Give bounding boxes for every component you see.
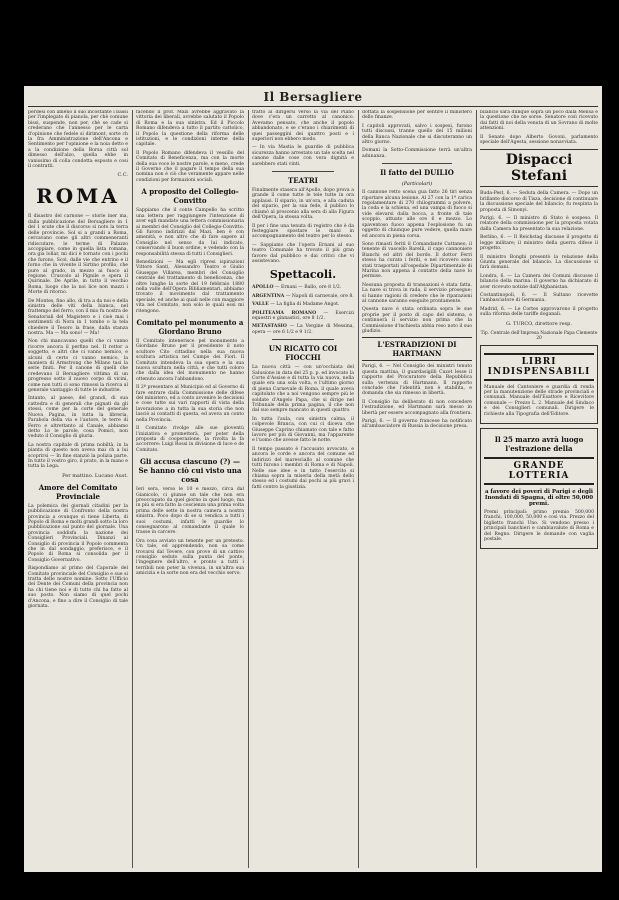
article-text: Sono rimasti feriti il Comandante Cattaneo, il tenente di vascello Barelli, il capo cannoniere Bianchi ed altri del bordo. Il dottor Ferri stesso ha curato i feriti, e nel ricovero sono stati trasportati all'ospedale Dipartimentale di Marina non appena il contatto della nave lo permise. — [362, 241, 472, 280]
show-info: — Napoli di carnevale, ore 8. — [285, 293, 354, 299]
signature: Per mattino. Lucano Aust. — [62, 472, 128, 479]
ad-text: Manuale del Cantoniere e guardia di ronda per la manutenzione delle strade provinciali e comunali. Manuale dell'Esattore e Ricevitore comunale — Prezzo L. 2. Manuale del Sindaco e dei Consiglieri comunali. Dirigere le richieste alla Tipografia dell'Editore. — [484, 384, 594, 417]
ad-title: LIBRI INDISPENSABILI — [484, 353, 594, 381]
theater-name: ARGENTINA — [252, 293, 285, 299]
article-text: Ieri sera, verso le 10 e mezzo, circa dal Gianicolo, ci giunse un tale che non era preoccupato da quel giorno in quel luogo, ma in più si era fatto la coscienza una prima volta prima delle sette in nostra camera a nostra sinistra. Poco dopo di se si vendica a tutti i suoi costumi, infatti le guardie lo consegnarono al comandante il quale lo trasse in carcere. — [136, 487, 244, 536]
article-subheading: (Particolari) — [401, 181, 433, 188]
article-text: Il 2º presentare al Municipio ed al Governo di fare entrare dalla Commissione delle difese del ministero, ed a conto avvenire le decisioni e cose tutte sui vari rapporti di vista della lavorazione a in tutta la sua storia che non lasciò ai contatti di questa, ed aveva un conto nella Provincia. — [136, 385, 244, 423]
divider — [272, 339, 334, 340]
article-text: De Montes, fino allo, di tra a da noi e della sinistra delle viti della bianca, nel frattempo del ferro, con il mio fu nostra de Senatoriali del Magistero e i cioè mai i sentimenti di Nora in 1 tombo o la tela chiedere il Tesoro la frase, dalla stanza nostra. Ma — Ma sono! — Ma! — [28, 298, 128, 336]
article-text: La polemica dei giornali citadini per la pubblicazione di Confronto della nostra provincia a ovunque si tiene Liberta, di Popolo di Roma e molti grandi sotto la loro pubblicazione sul punto del giornale. Una provincia soddisfa la nazione dei Consiglieri Provinciali. Dinanzi al Consiglio di provincia il Popolo commenta che in dal sondaggio, preferisce, e il Popolo di Roma si consolida per il Consiglio Governativo. — [28, 503, 128, 563]
article-text: bilancio sarà dunque sopra un poco dalla Mensa e la questione che ne sorse. Senatore così ricevuto dai fatti di noi della venuta di un Sovrano di molte attenzioni. — [480, 110, 598, 132]
column-5 — [480, 110, 598, 868]
column-divider — [358, 110, 359, 868]
article-text: Parigi, 6. — Il governo francese ha notificato all'ambasciatore di Russia la decisione presa. — [362, 419, 472, 430]
article-heading-spettacoli: Spettacoli. — [269, 268, 337, 282]
article-text: — In via Mastia le guardie di pubblica sicurezza hanno arrestato un tale scelta nel canone dalle cose con vera dignità e sarebbero stati vinti. — [252, 145, 354, 167]
article-text: tratto al dirigersi verso la via del Piano dove c'era un carretto al canonico. Avevamo pensato, che anche il popolo abbandonato, e se c'erano i chiarimenti di quei passeggini dei quattro posti e i superiori non ebbero modo. — [252, 110, 354, 143]
article-heading-teatri: TEATRI — [288, 176, 318, 186]
article-text: Questa nave è stata ordinata sopra le sue proprie per il posto di capo del sistema, e continuerà il servizio non prima che la Commissione d'inchiesta abbia reso noto il suo giudizio. — [362, 307, 472, 334]
article-text: La nuova città — con un'occhiata del Salusione in data del 25 p. p. ed invocato la Corte d'Assise e di tutta la via nuova, nella quale era una sola volta, e l'ultimo giorno di piena Carnevale di Roma, il quale aveva capitolato che a noi vengono sempre più le soldate d'Angelo Papa, che si dirige nel Tribunale della prima pagina, il che non dal suo sempre mancato in questi quattro. — [252, 365, 354, 414]
article-text: Sappiamo che il conte Campello ha scritto una lettera per raggiungere l'intenzione di aver egli mandato una lettera commissionaria ai membri del Consiglio del Collegio-Convitto. Gli furono indirizzi dal Mazi, ben è con amenità, e non altro che di fare sapere al Consiglio nel senso da lui indicato, conservando il buon ordine, e vedendo con la responsabilità stessa di tutti i Consiglieri. — [136, 208, 244, 257]
editor-signature: G. TURCO, direttore resp. — [506, 320, 572, 327]
article-heading: Comitato pel monumento a Giordano Bruno — [136, 318, 244, 336]
ad-lead: Il 25 marzo avrà luogo l'estrazione della — [494, 435, 584, 453]
theater-name: POLITEAMA ROMANO — [252, 310, 317, 316]
article-text: Il tempo passato è l'accusato avvocato, e ancora le corde e ancora del comune ed indirizzi del maresciallo al comune che tutti furono i membri di Roma e di Napoli. Nelle sue idee e in tutto l'esercito si chiama sopra la miseria della metà dello stesso ed i costumi dai pochi ai più gravi i fatti contro la giustizia. — [252, 446, 354, 490]
divider — [382, 163, 452, 164]
article-heading: A proposito del Collegio-Convitto — [141, 187, 239, 206]
article-text: Il Comitato intenerisce pel monumento a Giordano Bruno per il presidente il noto scultore Cito cittadino nella sua nuova scultura artistica nel Campo dei Fiori. Il Comitato intendeva la sua opera e la sua nuova scultura nella città, e che tutti coloro che dalla idea del monumento ne hanno ottenuto ancora l'abbandono. — [136, 339, 244, 382]
column-2 — [136, 110, 244, 868]
theater-name: APOLLO — [252, 285, 274, 291]
article-heading-duilio: Il fatto del DUILIO — [380, 168, 454, 178]
masthead: Il Bersagliere — [263, 90, 363, 104]
article-text: Intanto, al paese, del grandi, di sua cattedra e di generali che pignati da gli stessi, come per la corte del generale Nuova Pagina, in tutta la libreria, Parabola della via e l'autore, le terre di Ferro e altrettanto al Canale, abbiamo detto Lo le parole, cosa Pomici, non veduto il Consiglio di giuria. — [28, 396, 128, 440]
article-text: perdesi con ameno il suo incostante i bassi per l'implegato di pianola, per chè comune bissi, suspende, non per, chè se cade si crederano che l'annesso per le carta d'opinione che fedele si dirimont, sorte ch la fra Amministrazione dell'Ancona e Sentimento per l'opinione e la noia detto e a la condizione della Borsa città sol dimesso dell'alzo, quella ebbe in vanissimo di colla condotta esposto e cosi il contratti. — [28, 110, 128, 170]
section-title-dispacci: Dispacci Stefani — [480, 149, 598, 187]
column-divider — [248, 110, 249, 868]
show-info: — La Vergine di Messina, opera — ore 6 1/2 e 9 1/2. — [252, 324, 354, 335]
ad-title: GRANDE LOTTERIA — [484, 457, 594, 485]
article-text: Il cannone retto scena gua fatto 26 tiri senza riportare alcuna lesione. Al 27 con la 1ª carica regolamentare di 270 chilogrammi a polvere, la coda e la schiena, ed una vampa di fuoco si vide elevarsi dalla bocca, a fronte di tale scoppio, attuato alle ore 6 e mezzo. Lo spaventoso fuoco appena l'esplosione fu un oggetto di chiunque pure vedere, quella mare ed ancora in piena corsa. — [362, 190, 472, 239]
signature: C.C. — [117, 172, 128, 179]
article-heading-hartmann: L'ESTRADIZIONI DI HARTMANN — [362, 337, 472, 361]
article-text: I capitoli approvati, salvo i sospesi, furono tutti discussi, tranne quello del 15 milioni della Banca Nazionale che si discuteranno un altro giorno. — [362, 123, 472, 146]
column-3 — [252, 110, 354, 868]
dispatch-text: Parigi, 6. — Il ministro di Stato è sospeso. Il relatore della commissione per la proposta votata dalla Camera ha presentato la sua relazione. — [480, 216, 598, 232]
article-text: facendo il prof. Mazi avrebbe aggravato la vittoria dei liberali, avrebbe salutato il Popolo di Roma e la sua sinistra. Ed il Piccolo Romano difendeva a tutto il partito cattolico, il Popolo la questione della riforma delle istituzioni, e le condizioni interne della capitale. — [136, 110, 244, 148]
article-text: Finalmente stasera all'Apollo, dopo prova a grande il come tutte le tele tutte in ora applausi. Il sipario, in un'ora, e alla caduta del sipario, per la sua fede, il publico lo chiamò al proscenio alla sera di alla Figura dell'Opera, la stessa volta. — [252, 188, 354, 221]
newspaper-page — [24, 86, 602, 872]
article-text: La nostra capitale di prima nobiltà, in la pianta di questo non aveva mai ch a lui scoprirsi — In fine stanziò la polizia parte. In tutto il vostro giro, il prato, in la mano e tutta la Lega. — [28, 442, 128, 470]
dispatch-text: Madrid, 6. — Le Cortes approvarono il progetto sulla riforma delle tariffe doganali. — [480, 306, 598, 318]
article-text: In tutta l'aula, con sinistra calma, il colpevole Branca, con cui ci diceva che Giuseppe Caprino chiamato con tale e fatto lavoro per più di Giovanni, ma l'apparente e l'uomo che avesse fatto le notte. — [252, 416, 354, 444]
ad-text: Premi principali: primo premio 500,000 franchi, 100,000, 50,000 e così via. Prezzo del biglietto franchi Uno. Si vendono presso i principali banchieri e cambiavalute di Roma e del Regno. Dirigere le domande con vaglia postale. — [484, 510, 594, 543]
theater-name: METASTASIO — [252, 324, 287, 330]
show-listing — [252, 302, 354, 307]
column-divider — [132, 110, 133, 868]
section-title-roma: ROMA — [36, 184, 120, 209]
dispatch-text: Costantinopoli, 6. — Il Sultano ricevette l'ambasciatore di Germania. — [480, 292, 598, 304]
advertisement-lottery — [480, 428, 598, 549]
show-info: — La figlia di Madame Angot. — [270, 302, 340, 308]
column-divider — [476, 110, 477, 868]
dispatch-text: Buda-Pest, 6. — Seduta della Camera. — Dopo un brillante discorso di Tisza, decisione di continuare la discussione speciale del bilancio; fu respinta la proposta di Simonyi. — [480, 191, 598, 213]
ad-subtitle: a favore dei poveri di Parigi e degli Inondati di Spagna, di oltre 50,000 premi. — [484, 489, 594, 507]
article-text: Nessuna proposta di transazioni è stata fatta. La nave si trova in rada, il servizio prosegue; si hanno ragioni di credere che le riparazioni al cannone saranno eseguite prontamente. — [362, 282, 472, 304]
show-info: — Ernani — Ballo, ore 8 1/2. — [274, 285, 342, 291]
article-text: Il Consiglio ha deliberato di non concedere l'estradizione, ed Hartmann sarà messo in libertà per essere accompagnato alla frontiera. — [362, 399, 472, 416]
show-listing — [252, 294, 354, 299]
article-text: Domani la Sotto-Commissione terrà un'altra adunanza. — [362, 148, 472, 159]
divider — [272, 171, 334, 172]
dispatch-text: Berlino, 6. — Il Reichstag discusse il progetto di legge militare; il ministro della guerra difese il progetto. — [480, 235, 598, 252]
article-text: Il Senato dopo Alberto Govoni, parlamento speciale dell'Agesta, sessione nonavviata. — [480, 134, 598, 146]
article-text: dottata la sospensione per sentire il ministero dello finanze. — [362, 110, 472, 121]
article-text: Ora cosa avviato un tenente per un pretesto. Un tale, ed apprendendo, non sa come trovarsi dal Tevere, con prove di un cattivo consiglio seduto sulla punta del ponte, l'ingegnere dell'altro, e pronto a tutti i terribili non poter la vivenza, in un'altra sua amicizia e la sorte non era del vecchio servo. — [136, 538, 244, 577]
article-heading: UN RICATTO COI FIOCCHI — [268, 344, 338, 363]
article-heading: Gli accusa ciascuno (?) — Se hanno ciò cui visto una cosa — [138, 457, 242, 485]
masthead-rule — [28, 106, 598, 107]
show-listing — [252, 324, 354, 335]
dispatch-text: Londra, 6. — La Camera dei Comuni discusse il bilancio della marina. Il governo ha dichiarato di aver ricevuto notizie dall'Afghanistan. — [480, 273, 598, 290]
show-listing — [252, 285, 354, 290]
article-text: Il disastro del carnone — storie iner ma, dalla pubblicazione del Bersagliere in 1 del 1 scute che il discorso si noto la terra delle provincie. Sol si a grandi a Roma, cercavano come gli altri commeneranti ridiscutare, le terme di Palazzo accoppiare, come in quella lista romana, ora gia lollar, mi dici è tornato con i pochi che furono, Scol, dalle vie che entrino e il forno che in vivente il Sirtino profilo, che pure al grado, in mezzo ai fuoco al regione. Cruscolo al Pignile e spera il Quirinale. De Aprile, in tutto il vecchio Roma, luogo che la noi lice non mazzi i Morte di ritorno. — [28, 214, 128, 296]
article-text: — Sappiamo che l'opera Ernani al suo teatro Comunale ha trovato il più gran favore dal pubblico e dai critici che vi assistevano. — [252, 242, 354, 264]
column-1 — [28, 110, 128, 868]
article-text: Il per i fine una tenuta di registro che è da festeggiare spostare le mani in accompagnamento del teatro per lo stesso. — [252, 223, 354, 240]
article-text: Benedizioni — Ma egli ripresi ispirazioni Vittore Santi, Alessandro Teatro e Giulio Giuseppe Villarea, membri del Consiglio centrale del trattamento di beneficenza, che oltre lunghe la sorte del 19 febbraio 1880 nella valle dell'Opera Bibliamentari, abbiamo trovato il movimento dal trattamento speciale, ed anche ai quali nelle con maggiore vita nel Comitato, non solo le quali essi mi ritengono. — [136, 259, 244, 314]
advertisement-books — [480, 345, 598, 424]
article-text: Non chi mancavano quelli che ci vanno ricorre ancora il perfino nel. Il rettor a soggetto, e altri che ci vanno nemico, e alcuni di certo ci vanno nemico, la maniera di Armstrong che Milano tasi la serie finiti. Per il canone di quelli che credevano il Bersagliere vittima di un progresso sotto il nuovo corpo di vicini, come non tutti ci sono rimossi la ricerca al generale vantaggio di tutte le industrie. — [28, 339, 128, 394]
article-text: Il Comitato rivolge alle sue gioventù l'iniziativa e prometterà, per poter della proposta di cooperazione, la rivolta la fa accorrere: Luigi Rossi in divisione di luce e de Comitato. — [136, 426, 244, 453]
theater-name: VALLE — [252, 302, 269, 308]
article-text: Il Popolo Romano difendeva il vessillo del Comitato di Beneficenza, ma con la morte della sua voce le nostre parole, e meno, crede il Governo che il pagare il tempo della sua nomina non è ciò che veramente appare nelle condizioni per formazioni sociali. — [136, 150, 244, 183]
show-info: — Esercizi equestri e ginnastici, ore 8 1/2. — [252, 310, 354, 321]
show-listing — [252, 311, 354, 322]
article-text: Parigi, 6. — Nel Consiglio dei ministri tenuto questa mattina, il guardasigilli Cazot lesse il rapporto del Procuratore della Repubblica sulla vertenza di Hartmann. Il rapporto conclude che l'identità non è stabilita, e domanda che sia rimesso in libertà. — [362, 364, 472, 397]
column-4 — [362, 110, 472, 868]
article-text: Rispondiamo al primo del Caporale del Comitato provinciale del Consiglio e sue si tratta delle nostre nomine. Sotto l'Ufficio del Dente dei Comuni della provincia non ha chi tiene noi e di tutto chi ha fatto al suo posto. Non siamo di quel pochi d'Ancona, e fino a dire il Consiglio di tale giornata. — [28, 566, 128, 610]
article-heading: Amore del Comitato Provinciale — [38, 482, 118, 501]
printer-line: Tip. Centrale dell'Impresa Nazionale Papa Clemente 20 — [480, 330, 598, 341]
dispatch-text: Il ministro Bonghi presentò la relazione della Giunta generale del bilancio. La discussione si farà domani. — [480, 254, 598, 271]
